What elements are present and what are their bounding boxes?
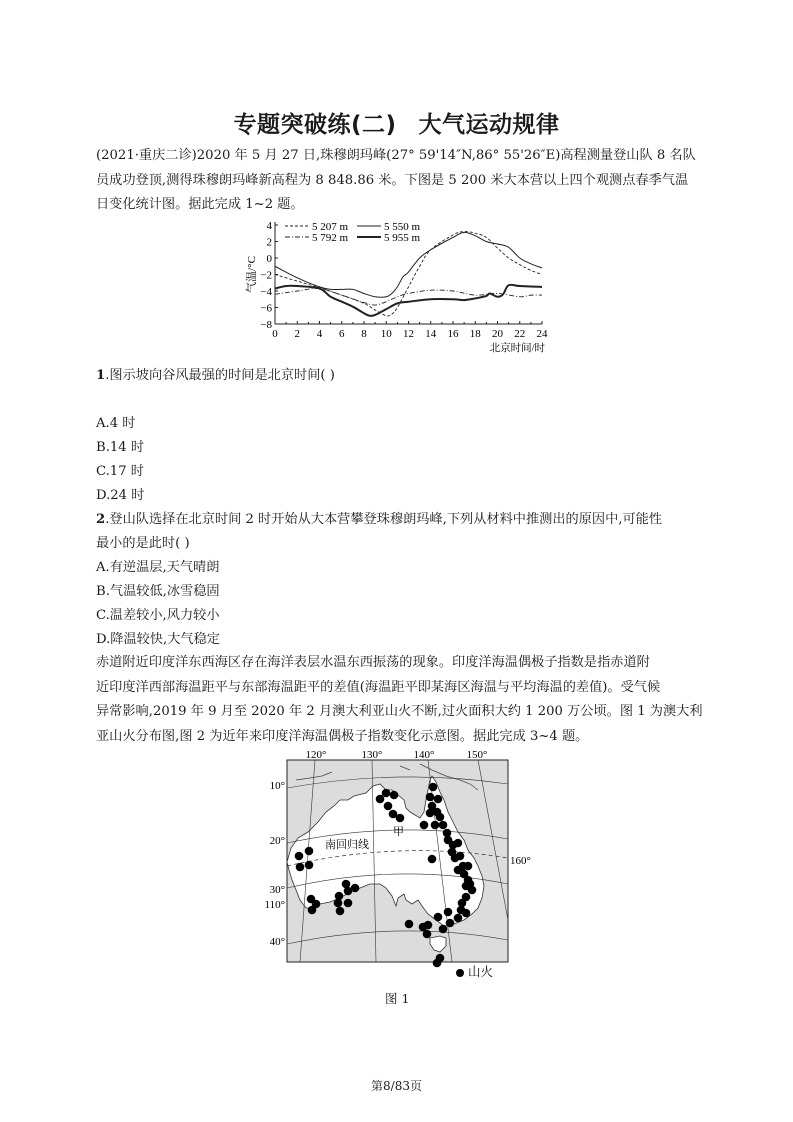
x-tick-label: 14 bbox=[425, 328, 437, 340]
fire-marker bbox=[384, 802, 393, 811]
longitude-label: 140° bbox=[413, 749, 435, 761]
latitude-label: 40° bbox=[269, 936, 285, 948]
fire-marker bbox=[464, 862, 473, 871]
x-tick-label: 0 bbox=[272, 328, 278, 340]
fire-marker bbox=[305, 861, 314, 870]
intro1-line: 员成功登顶,测得珠穆朗玛峰新高程为 8 848.86 米。下图是 5 200 米大本营以上四个观测点春季气温 bbox=[96, 172, 689, 188]
x-tick-label: 6 bbox=[339, 328, 345, 340]
title-subject: 大气运动规律 bbox=[418, 112, 560, 138]
fire-marker bbox=[446, 919, 455, 928]
y-axis-label: 气温/°C bbox=[246, 256, 258, 293]
series-line bbox=[275, 285, 542, 316]
x-tick-label: 12 bbox=[403, 328, 414, 340]
longitude-label: 120° bbox=[305, 749, 327, 761]
x-tick-label: 20 bbox=[492, 328, 503, 340]
fire-marker bbox=[434, 913, 443, 922]
intro1-line: 日变化统计图。据此完成 1~2 题。 bbox=[96, 197, 304, 212]
longitude-label: 130° bbox=[361, 749, 383, 761]
fire-marker bbox=[433, 959, 442, 968]
y-tick-label: 4 bbox=[266, 220, 272, 232]
fire-marker bbox=[296, 863, 305, 872]
tropic-label: 南回归线 bbox=[325, 839, 369, 851]
fire-marker bbox=[390, 791, 399, 800]
q2-option-b[interactable]: B.气温较低,冰雪稳固 bbox=[96, 584, 220, 599]
intro-paragraph-1 bbox=[96, 144, 700, 218]
question-2-continued: 最小的是此时( ) bbox=[96, 536, 190, 551]
fire-marker bbox=[405, 920, 414, 929]
question-text: .登山队选择在北京时间 2 时开始从大本营攀登珠穆朗玛峰,下列从材料中推测出的原因中,可能性 bbox=[105, 512, 663, 527]
fire-marker bbox=[426, 793, 435, 802]
fire-marker bbox=[428, 855, 437, 864]
fire-marker bbox=[351, 884, 360, 893]
fire-marker bbox=[295, 852, 304, 861]
series-line bbox=[275, 232, 542, 316]
q1-option-d[interactable]: D.24 时 bbox=[96, 488, 145, 503]
x-tick-label: 8 bbox=[361, 328, 367, 340]
latitude-label: 20° bbox=[269, 835, 285, 847]
map-frame bbox=[287, 760, 508, 962]
longitude-label-160: 160° bbox=[510, 855, 531, 867]
fire-marker bbox=[334, 899, 343, 908]
question-number: 1 bbox=[96, 368, 106, 383]
x-axis-label: 北京时间/时 bbox=[489, 343, 545, 354]
y-tick-label: −4 bbox=[260, 286, 272, 298]
fire-marker bbox=[336, 907, 345, 916]
fire-marker bbox=[420, 821, 429, 830]
x-tick-label: 4 bbox=[316, 328, 323, 340]
fire-marker bbox=[436, 813, 445, 822]
x-tick-label: 22 bbox=[514, 328, 526, 340]
q2-option-d[interactable]: D.降温较快,大气稳定 bbox=[96, 632, 220, 647]
question-text: .图示坡向谷风最强的时间是北京时间( ) bbox=[105, 368, 335, 383]
temperature-line-chart bbox=[230, 215, 560, 360]
x-tick-label: 16 bbox=[447, 328, 459, 340]
fire-marker bbox=[308, 906, 317, 915]
y-tick-label: −6 bbox=[260, 302, 272, 315]
fire-marker bbox=[382, 789, 391, 798]
question-2 bbox=[96, 508, 662, 527]
intro-paragraph-2 bbox=[96, 651, 703, 749]
q1-option-c[interactable]: C.17 时 bbox=[96, 464, 144, 479]
fire-marker bbox=[342, 880, 351, 889]
y-tick-label: −2 bbox=[260, 269, 272, 282]
y-tick-label: 0 bbox=[266, 253, 272, 265]
fire-marker bbox=[396, 814, 405, 823]
fire-marker bbox=[439, 925, 448, 934]
legend-label: 5 792 m bbox=[312, 232, 349, 244]
fire-legend-label: 山火 bbox=[468, 964, 494, 979]
page-number: 第8/83页 bbox=[371, 1079, 422, 1093]
longitude-label: 150° bbox=[466, 749, 488, 761]
fire-marker bbox=[419, 923, 428, 932]
fire-marker bbox=[444, 908, 453, 917]
x-tick-label: 18 bbox=[469, 328, 481, 340]
fire-marker bbox=[462, 909, 471, 918]
legend-label: 5 207 m bbox=[312, 221, 349, 233]
x-tick-label: 2 bbox=[294, 328, 300, 340]
y-tick-label: −8 bbox=[260, 319, 272, 331]
question-number: 2 bbox=[96, 512, 106, 527]
map-legend bbox=[456, 962, 493, 980]
australia-wildfire-map bbox=[262, 746, 547, 981]
q1-option-b[interactable]: B.14 时 bbox=[96, 440, 145, 455]
q1-option-a[interactable]: A.4 时 bbox=[96, 416, 136, 431]
figure-caption: 图 1 bbox=[385, 991, 410, 1006]
fire-marker bbox=[305, 847, 314, 856]
region-label-jia: 甲 bbox=[393, 826, 404, 838]
page-title bbox=[0, 106, 793, 139]
x-tick-label: 24 bbox=[536, 328, 548, 340]
fire-marker bbox=[429, 783, 438, 792]
y-tick-label: 2 bbox=[266, 236, 272, 249]
legend-label: 5 955 m bbox=[384, 232, 421, 244]
longitude-label-110: 110° bbox=[264, 899, 285, 911]
fire-marker bbox=[468, 886, 477, 895]
fire-marker bbox=[456, 852, 465, 861]
fire-marker bbox=[431, 821, 440, 830]
intro2-line: 亚山火分布图,图 2 为近年来印度洋海温偶极子指数变化示意图。据此完成 3~4 题。 bbox=[96, 728, 589, 744]
latitude-label: 10° bbox=[269, 780, 285, 792]
chart-series bbox=[275, 232, 542, 316]
q2-option-c[interactable]: C.温差较小,风力较小 bbox=[96, 608, 220, 623]
legend-label: 5 550 m bbox=[384, 221, 421, 233]
x-tick-label: 10 bbox=[380, 328, 392, 340]
intro1-line: (2021·重庆二诊)2020 年 5 月 27 日,珠穆朗玛峰(27° 59'14″N,86° 55'26″E)高程测量登山队 8 名队 bbox=[96, 148, 696, 163]
question-1 bbox=[96, 364, 335, 383]
fire-marker bbox=[426, 809, 435, 818]
fire-marker bbox=[454, 839, 463, 848]
fire-marker bbox=[439, 821, 448, 830]
latitude-label: 30° bbox=[269, 884, 285, 896]
fire-marker bbox=[454, 914, 463, 923]
intro2-line: 赤道附近印度洋东西海区存在海洋表层水温东西振荡的现象。印度洋海温偶极子指数是指赤道附 bbox=[96, 655, 650, 670]
q2-option-a[interactable]: A.有逆温层,天气晴朗 bbox=[96, 560, 220, 575]
intro2-line: 近印度洋西部海温距平与东部海温距平的差值(海温距平即某海区海温与平均海温的差值)。受气候 bbox=[96, 679, 661, 695]
fire-marker bbox=[434, 795, 443, 804]
title-topic: 专题突破练(二) bbox=[233, 112, 397, 138]
fire-marker bbox=[344, 899, 353, 908]
fire-legend-dot bbox=[456, 969, 464, 977]
intro2-line: 异常影响,2019 年 9 月至 2020 年 2 月澳大利亚山火不断,过火面积大约 1 200 万公顷。图 1 为澳大利 bbox=[96, 704, 703, 719]
chart-legend bbox=[285, 221, 421, 244]
